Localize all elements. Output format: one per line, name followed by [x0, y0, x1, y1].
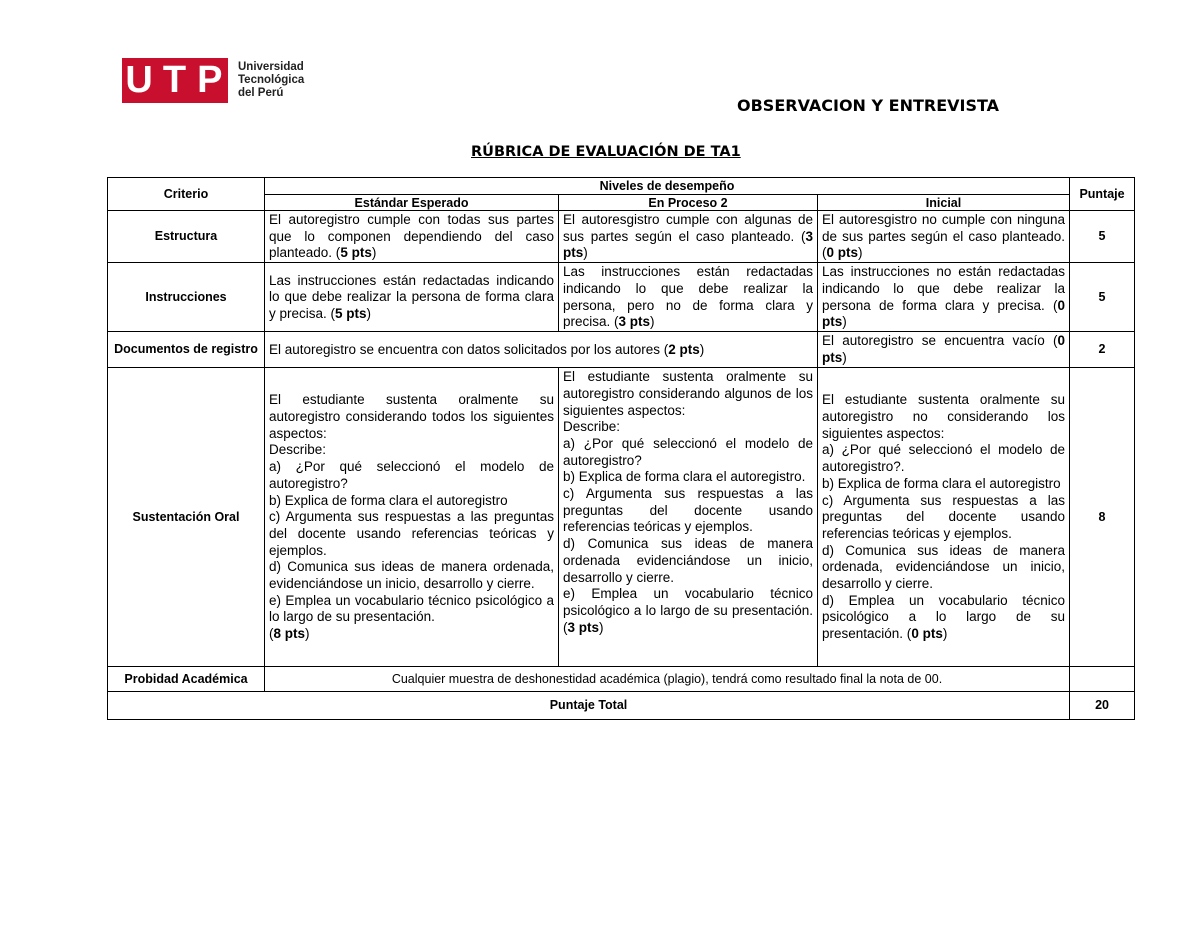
level-text: El autoresgistro cumple con algunas de sus partes según el caso planteado. ( — [563, 212, 813, 244]
rubric-table — [107, 177, 1135, 720]
document-title: OBSERVACION Y ENTREVISTA — [737, 96, 1000, 115]
logo-line-1: Universidad — [238, 61, 304, 73]
table-row — [108, 211, 1135, 263]
level-text-end: ) — [858, 245, 863, 261]
score-cell: 5 — [1070, 211, 1135, 263]
level-text-end: ) — [650, 314, 655, 330]
level-cell — [265, 211, 559, 263]
level-text-end: ) — [583, 245, 588, 261]
score-cell: 2 — [1070, 332, 1135, 368]
level-points: 8 pts — [273, 626, 306, 642]
logo-wordmark — [238, 61, 304, 100]
probidad-text: Cualquier muestra de deshonestidad académica (plagio), tendrá como resultado final la nota de 00. — [265, 667, 1070, 692]
score-cell: 5 — [1070, 263, 1135, 332]
total-value: 20 — [1070, 692, 1135, 720]
level-points: 3 pts — [567, 619, 600, 635]
level-points: 3 pts — [618, 314, 651, 330]
level-cell — [559, 211, 818, 263]
level-text-end: ) — [699, 341, 705, 357]
level-text-end: ) — [305, 626, 310, 642]
level-cell — [818, 332, 1070, 368]
level-text-end: ) — [366, 305, 372, 321]
level-text: El autoregistro se encuentra vacío ( — [822, 333, 1058, 349]
level-text-end: ) — [599, 619, 604, 635]
logo-line-3: del Perú — [238, 87, 284, 99]
level-cell — [559, 368, 818, 667]
probidad-score — [1070, 667, 1135, 692]
criterio-cell: Estructura — [108, 211, 265, 263]
level-points: 0 pts — [822, 333, 1066, 365]
level-cell — [265, 263, 559, 332]
rubric-title: RÚBRICA DE EVALUACIÓN DE TA1 — [471, 144, 741, 160]
level-cell — [559, 263, 818, 332]
level-points: 0 pts — [822, 297, 1066, 330]
header-estandar: Estándar Esperado — [265, 195, 559, 211]
level-text: El estudiante sustenta oralmente su autoregistro no considerando los siguientes aspectos: a) ¿Por qué seleccionó el modelo de autoregistro?. b) Explica de forma clara el autoregistro c) Argumenta sus respuestas a las preguntas del docente usando referencias teóricas y ejemplos. d) Comunica sus ideas de manera ordenada, evidenciándose un inicio, desarrollo y cierre. d) Emplea un vocabulario técnico psicológico a lo largo de su presentación. ( — [822, 392, 1066, 642]
header-inicial: Inicial — [818, 195, 1070, 211]
level-points: 3 pts — [563, 228, 813, 261]
level-points: 5 pts — [335, 305, 367, 321]
level-text-end: ) — [842, 349, 847, 365]
level-text: El autoresgistro no cumple con ninguna de sus partes según el caso planteado. ( — [822, 212, 1066, 261]
level-cell — [265, 368, 559, 667]
level-points: 0 pts — [911, 626, 943, 642]
criterio-cell: Instrucciones — [108, 263, 265, 332]
logo-mark — [122, 58, 228, 103]
header-en-proceso: En Proceso 2 — [559, 195, 818, 211]
table-row — [108, 667, 1135, 692]
table-row — [108, 263, 1135, 332]
level-cell-span — [265, 332, 818, 368]
level-text: Las instrucciones están redactadas indicando lo que debe realizar la persona, pero no de forma clara y precisa. ( — [563, 264, 813, 330]
level-text: Las instrucciones están redactadas indicando lo que debe realizar la persona de forma clara y precisa. ( — [269, 272, 554, 321]
level-cell — [818, 211, 1070, 263]
score-cell: 8 — [1070, 368, 1135, 667]
criterio-cell: Sustentación Oral — [108, 368, 265, 667]
table-row — [108, 692, 1135, 720]
total-label: Puntaje Total — [108, 692, 1070, 720]
level-points: 5 pts — [340, 245, 372, 261]
logo-letter-t: T — [162, 59, 188, 101]
level-text-end: ) — [371, 245, 377, 261]
header-niveles: Niveles de desempeño — [265, 178, 1070, 195]
level-cell — [818, 263, 1070, 332]
level-cell — [818, 368, 1070, 667]
level-text: Las instrucciones no están redactadas indicando lo que debe realizar la persona de forma clara y precisa. ( — [822, 264, 1066, 313]
level-text-end: ) — [842, 314, 847, 330]
logo-letter-u: U — [125, 59, 154, 101]
level-text-end: ) — [942, 626, 948, 642]
criterio-cell: Documentos de registro — [108, 332, 265, 368]
table-row — [108, 368, 1135, 667]
header-puntaje: Puntaje — [1070, 178, 1135, 211]
header-criterio: Criterio — [108, 178, 265, 211]
probidad-label: Probidad Académica — [108, 667, 265, 692]
level-points: 0 pts — [826, 245, 859, 261]
logo-line-2: Tecnológica — [238, 74, 305, 86]
level-text: El estudiante sustenta oralmente su autoregistro considerando algunos de los siguientes aspectos: Describe: a) ¿Por qué seleccionó el modelo de autoregistro? b) Explica de forma clara el autoregistro. c) Argumenta sus respuestas a las preguntas del docente usando referencias teóricas y ejemplos. d) Comunica sus ideas de manera ordenada evidenciándose un inicio, desarrollo y cierre. e) Emplea un vocabulario técnico psicológico a lo largo de su presentación. ( — [563, 369, 813, 635]
logo-letter-p: P — [197, 59, 224, 101]
table-row — [108, 332, 1135, 368]
level-text: El estudiante sustenta oralmente su autoregistro considerando todos los siguientes aspectos: Describe: a) ¿Por qué seleccionó el modelo de autoregistro? b) Explica de forma clara el autoregistro c) Argumenta sus respuestas a las preguntas del docente usando referencias teóricas y ejemplos. d) Comunica sus ideas de manera ordenada, evidenciándose un inicio, desarrollo y cierre. e) Emplea un vocabulario técnico psicológico a lo largo de su presentación. ( — [269, 392, 554, 642]
utp-logo — [122, 58, 304, 103]
level-text: El autoregistro cumple con todas sus partes que lo componen dependiendo del caso planteado. ( — [269, 212, 554, 261]
level-points: 2 pts — [668, 341, 700, 357]
level-text: El autoregistro se encuentra con datos solicitados por los autores ( — [269, 341, 669, 357]
